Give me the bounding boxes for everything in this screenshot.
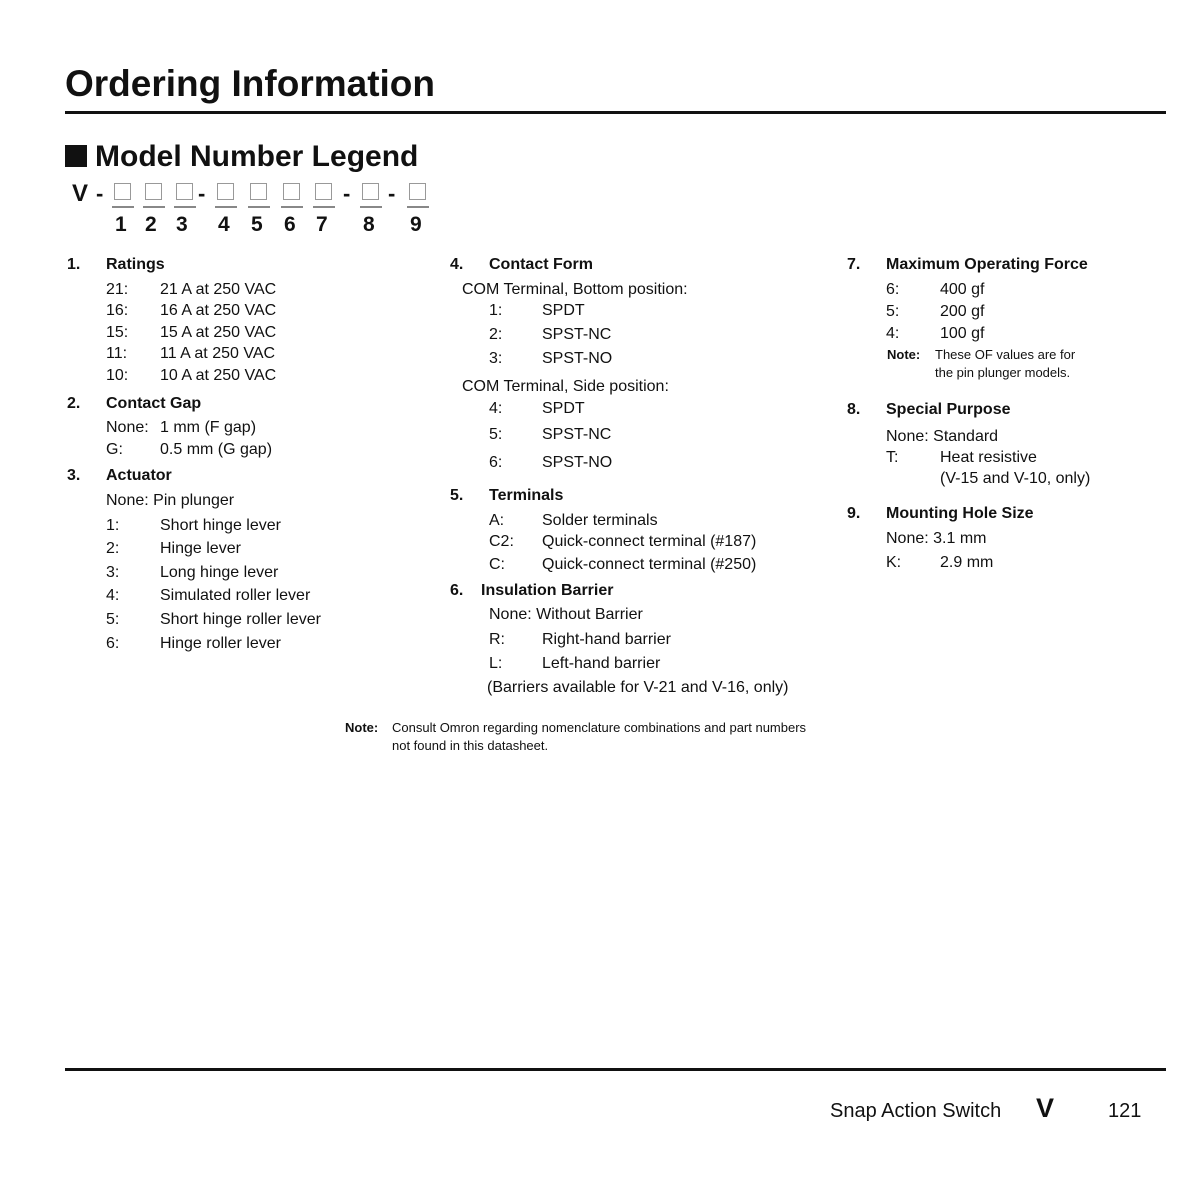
note-label: Note: <box>887 347 921 362</box>
code: C: <box>489 556 505 573</box>
code: 1: <box>106 517 120 534</box>
code: 4: <box>886 325 900 342</box>
value: Quick-connect terminal (#187) <box>542 533 757 550</box>
value: 0.5 mm (G gap) <box>160 441 273 458</box>
value: SPST-NC <box>542 326 612 343</box>
code: 6: <box>489 454 503 471</box>
slot-number: 5 <box>251 213 263 236</box>
section-title: Terminals <box>489 487 564 504</box>
value: Right-hand barrier <box>542 631 671 648</box>
code: 15: <box>106 324 129 341</box>
section-title: Actuator <box>106 467 172 484</box>
separator: - <box>198 181 206 206</box>
code: C2: <box>489 533 514 550</box>
subheading: COM Terminal, Side position: <box>462 378 669 395</box>
code: T: <box>886 449 899 466</box>
value: Quick-connect terminal (#250) <box>542 556 757 573</box>
value: None: Without Barrier <box>489 606 643 623</box>
code: 2: <box>106 540 120 557</box>
slot-box <box>250 183 267 200</box>
value: Solder terminals <box>542 512 658 529</box>
value: None: 3.1 mm <box>886 530 987 547</box>
value-note: (V-15 and V-10, only) <box>940 470 1091 487</box>
code: 10: <box>106 367 129 384</box>
square-bullet-icon <box>65 145 87 167</box>
code: G: <box>106 441 123 458</box>
section-number: 3. <box>67 467 81 484</box>
section-number: 2. <box>67 395 81 412</box>
value: 2.9 mm <box>940 554 994 571</box>
value: 21 A at 250 VAC <box>160 281 277 298</box>
slot-underline <box>143 206 165 208</box>
note-text: Consult Omron regarding nomenclature combinations and part numbers <box>392 720 807 735</box>
value: Hinge roller lever <box>160 635 281 652</box>
value: 11 A at 250 VAC <box>160 345 276 362</box>
slot-number: 9 <box>410 213 422 236</box>
separator: - <box>388 181 396 206</box>
slot-box <box>315 183 332 200</box>
section-title: Insulation Barrier <box>481 582 614 599</box>
value: Short hinge roller lever <box>160 611 321 628</box>
value: 16 A at 250 VAC <box>160 302 277 319</box>
slot-box <box>114 183 131 200</box>
slot-underline <box>215 206 237 208</box>
value: 400 gf <box>940 281 985 298</box>
section-title: Ratings <box>106 256 165 273</box>
slot-underline <box>407 206 429 208</box>
section-title: Maximum Operating Force <box>886 256 1088 273</box>
value: None: Pin plunger <box>106 492 235 509</box>
slot-underline <box>313 206 335 208</box>
slot-underline <box>112 206 134 208</box>
code: 6: <box>886 281 900 298</box>
series-mark: V <box>1036 1093 1055 1123</box>
section-number: 4. <box>450 256 464 273</box>
slot-number: 4 <box>218 213 230 236</box>
slot-number: 3 <box>176 213 188 236</box>
slot-underline <box>248 206 270 208</box>
section-heading <box>65 139 418 175</box>
value: SPDT <box>542 302 585 319</box>
code: L: <box>489 655 503 672</box>
value: Heat resistive <box>940 449 1037 466</box>
separator: - <box>343 181 351 206</box>
code: 4: <box>489 400 503 417</box>
section-number: 7. <box>847 256 861 273</box>
section-title: Contact Gap <box>106 395 202 412</box>
code: 21: <box>106 281 129 298</box>
code: 16: <box>106 302 129 319</box>
section-number: 9. <box>847 505 861 522</box>
section-number: 5. <box>450 487 464 504</box>
value: Long hinge lever <box>160 564 279 581</box>
code: 5: <box>489 426 503 443</box>
value: Simulated roller lever <box>160 587 311 604</box>
value: SPST-NO <box>542 350 613 367</box>
slot-box <box>217 183 234 200</box>
slot-box <box>145 183 162 200</box>
model-prefix: V <box>72 180 89 207</box>
code: 2: <box>489 326 503 343</box>
separator: - <box>96 181 104 206</box>
slot-box <box>176 183 193 200</box>
note-text: These OF values are for <box>935 347 1076 362</box>
code: 3: <box>489 350 503 367</box>
value: 1 mm (F gap) <box>160 419 257 436</box>
value: 200 gf <box>940 303 985 320</box>
divider <box>65 111 1166 114</box>
section-title: Special Purpose <box>886 401 1011 418</box>
footer-title: Snap Action Switch <box>830 1100 1002 1122</box>
slot-underline <box>360 206 382 208</box>
subheading: COM Terminal, Bottom position: <box>462 281 688 298</box>
section-title: Contact Form <box>489 256 593 273</box>
value: Left-hand barrier <box>542 655 661 672</box>
slot-number: 1 <box>115 213 127 236</box>
slot-underline <box>174 206 196 208</box>
slot-box <box>283 183 300 200</box>
value: None: Standard <box>886 428 999 445</box>
slot-box <box>362 183 379 200</box>
value: SPST-NC <box>542 426 612 443</box>
section-number: 8. <box>847 401 861 418</box>
code: 3: <box>106 564 120 581</box>
value: 100 gf <box>940 325 985 342</box>
value: Hinge lever <box>160 540 241 557</box>
note-text: not found in this datasheet. <box>392 738 549 753</box>
code: None: <box>106 419 149 436</box>
code: 5: <box>106 611 120 628</box>
footer-divider <box>65 1068 1166 1071</box>
value: Short hinge lever <box>160 517 281 534</box>
code: 5: <box>886 303 900 320</box>
value: SPST-NO <box>542 454 613 471</box>
slot-underline <box>281 206 303 208</box>
section-number: 6. <box>450 582 464 599</box>
code: 4: <box>106 587 120 604</box>
barrier-note: (Barriers available for V-21 and V-16, only) <box>487 679 789 696</box>
slot-number: 7 <box>316 213 328 236</box>
code: 6: <box>106 635 120 652</box>
code: 11: <box>106 345 128 362</box>
value: 10 A at 250 VAC <box>160 367 277 384</box>
section-number: 1. <box>67 256 81 273</box>
slot-number: 8 <box>363 213 375 236</box>
value: 15 A at 250 VAC <box>160 324 277 341</box>
note-label: Note: <box>345 720 379 735</box>
slot-box <box>409 183 426 200</box>
code: K: <box>886 554 902 571</box>
page-number: 121 <box>1108 1100 1142 1122</box>
section-title: Mounting Hole Size <box>886 505 1034 522</box>
code: 1: <box>489 302 503 319</box>
page-title: Ordering Information <box>65 63 435 104</box>
slot-number: 6 <box>284 213 296 236</box>
code: A: <box>489 512 505 529</box>
slot-number: 2 <box>145 213 157 236</box>
section-title: Model Number Legend <box>95 140 419 173</box>
note-text: the pin plunger models. <box>935 365 1071 380</box>
code: R: <box>489 631 505 648</box>
value: SPDT <box>542 400 585 417</box>
